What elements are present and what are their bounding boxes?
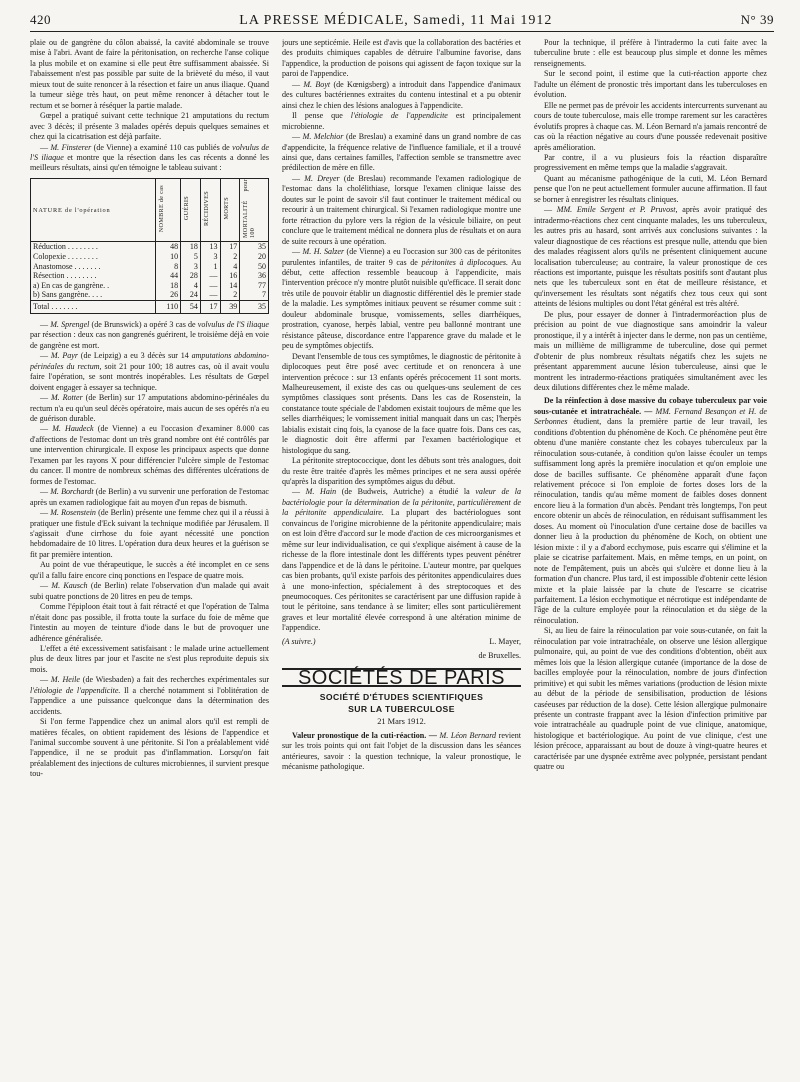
paragraph: Devant l'ensemble de tous ces symptômes, le diagnostic de péritonite à diplocoques peut être posé avec certitude et on renoncera à une intervention précoce : sur 13 enfants opérés précocement 11 sont morts. Malheureusement, il existe des cas ou quelques-uns seulement de ces symptômes classiques sont présents. Dans les cas de Rosenstein, la constatance toute spéciale de l'abdomen existait toujours de même que les selles diarrhéiques; le vomissement initial manquait dans un cas; l'herpès labialis existait cinq fois, la cyanose de la face quatre fois. Dans ces cas, le diagnostic doit être affermi par l'examen bactériologique et histologique du sang.: [282, 351, 521, 455]
paragraph: Il pense que l'étiologie de l'appendicite est principalement microbienne.: [282, 111, 521, 131]
paragraph: L'effet a été excessivement satisfaisant : le malade urine actuellement plus de deux litres par jour et l'ascite ne s'est plus reproduite depuis six mois.: [30, 643, 269, 674]
paragraph: — M. Kausch (de Berlin) relate l'observation d'un malade qui avait subi quatre ponctions de 20 litres en peu de temps.: [30, 581, 269, 601]
table-row: Réduction . . . . . . . . 48 18 13 17 35: [31, 242, 269, 252]
author-name: M. Finsterer: [50, 142, 92, 152]
society-name-line2: SUR LA TUBERCULOSE: [348, 704, 455, 715]
paragraph: — M. Melchior (de Breslau) a examiné dans un grand nombre de cas d'appendicite, la fréquence relative de l'influence familiale, et il a trouvé ainsi que, dans certaines familles, l'affection semble se transmettre avec prédilection de mère en fille.: [282, 132, 521, 173]
author-name: M. Payr: [50, 351, 78, 361]
paragraph: Gœpel a pratiqué suivant cette technique 21 amputations du rectum avec 3 décès; il présente 3 malades opérés depuis quelques semaines et chez qui la cicatrisation est déjà parfaite.: [30, 111, 269, 142]
paragraph: Si l'on ferme l'appendice chez un animal alors qu'il est rempli de matières fécales, on obtient rapidement des lésions de l'appendice et l'animal succombe souvent à une péritonite. Si l'on a préalablement vidé l'appendice, il ne se produit pas d'inflammation. Lorsqu'on fait préalablement des injections de cultures microbiennes, il survient presque tou-: [30, 717, 269, 779]
section-title: SOCIÉTÉS DE PARIS: [282, 668, 521, 687]
paragraph: Elle ne permet pas de prévoir les accidents intercurrents survenant au cours de toute tuberculose, mais elle trompe rarement sur les caractères évolutifs propres à chaque cas. M. Léon Bernard n'a jamais rencontré de cas où la réaction négative au cours d'une poussée redevenait positive après amélioration.: [534, 100, 767, 152]
page-number: 420: [30, 12, 51, 27]
paragraph: Comme l'épiploon était tout à fait rétracté et que l'opération de Talma n'était donc pas possible, il frotta toute la surface du foie de même que l'intestin au moyen de teinture d'iode dans le but de provoquer une adhérence généralisée.: [30, 602, 269, 643]
to-be-continued: (A suivre.): [282, 636, 316, 646]
author-signature: L. Mayer,: [489, 636, 521, 646]
paragraph: — M. Rotter (de Berlin) sur 17 amputations abdomino-périnéales du rectum n'a eu qu'un seul décès opératoire, mais aucun de ses opérés n'a eu de guérison durable.: [30, 393, 269, 423]
table-header: RÉCIDIVES: [200, 178, 220, 241]
paragraph: — M. Rosenstein (de Berlin) présente une femme chez qui il a réussi à pratiquer une fistule d'Eck suivant la technique modifiée par Jérusalem. Il s'agissait d'une cirrhose du foie ayant nécessité une ponction hebdomadaire de 10 litres. L'opération dura deux heures et la guérison se fit par première intention.: [30, 508, 269, 559]
society-name: SOCIÉTÉ D'ÉTUDES SCIENTIFIQUES: [319, 692, 484, 703]
paragraph: plaie ou de gangrène du côlon abaissé, la cavité abdominale se trouve mise à l'abri. Avant de faire la péritonisation, on recherche l'anse colique la plus mobile et on examine si elle peut être suffisamment abaissée. Si l'abaissement n'est pas possible par suite de la brièveté du méso, il vaut mieux tout de suite renoncer à la résection et faire un anus iliaque. Quand la tumeur siège très haut, on peut même renoncer à détacher tout le rectum et se borner à réséquer la partie malade.: [30, 38, 269, 110]
author-name: M. Hain: [305, 487, 337, 497]
column-left: [30, 38, 269, 1082]
paragraph: — M. Sprengel (de Brunswick) a opéré 3 cas de volvulus de l'S iliaque par résection : deux cas non gangrenés guérirent, le troisième déjà en voie de gangrène est mort.: [30, 319, 269, 350]
author-name: M. Rosenstein: [50, 508, 96, 518]
table-row: Colopexie . . . . . . . . 10 5 3 2 20: [31, 252, 269, 262]
paragraph: La péritonite streptococcique, dont les débuts sont très analogues, doit du reste être traitée d'après les mêmes principes et ne sera aussi opérée qu'après la disparition des symptômes aigus du début.: [282, 456, 521, 487]
author-name: M. Kausch: [51, 581, 88, 591]
paragraph: — M. H. Salzer (de Vienne) a eu l'occasion sur 300 cas de péritonites purulentes infantiles, de traiter 9 cas de péritonites à diplocoques. Au début, cette affection ressemble beaucoup à l'appendicite, mais l'intervention précoce n'y montre plutôt nuisible qu'efficace. Il serait donc très utile de pouvoir établir un diagnostic différentiel dès le premier stade de la maladie. Les symptômes initiaux peuvent se résumer comme suit : douleur abdominale brusque, vomissements, selles diarrhéiques, prostration, cyanose, herpès labial, ventre peu ballonné montrant une résistance pâteuse, discordance entre l'apparence grave du malade et le peu de symptômes objectifs.: [282, 247, 521, 351]
author-name: M. Heile: [50, 675, 80, 685]
table-header: MORTALITÉ pour 100: [240, 178, 269, 241]
paragraph: Au point de vue thérapeutique, le succès a été incomplet en ce sens qu'il a fallu faire encore cinq ponctions en l'espace de quatre mois.: [30, 560, 269, 580]
author-name: M. Léon Bernard: [439, 730, 497, 740]
table-row: Anastomose . . . . . . . 8 3 1 4 50: [31, 262, 269, 272]
author-name: M. Rotter: [50, 393, 83, 403]
table-header: MORTS: [220, 178, 240, 241]
author-name: MM. Fernand Besançon et H. de Serbonnes: [534, 406, 767, 427]
signature: [282, 637, 521, 647]
author-place: de Bruxelles.: [478, 651, 521, 661]
table-row: b) Sans gangrène. . . . 26 24 — 2 7: [31, 290, 269, 300]
session-date: 21 Mars 1912.: [377, 717, 426, 727]
column-right: [534, 38, 767, 1082]
table-header-row: [31, 178, 269, 241]
paragraph: Quant au mécanisme pathogénique de la cuti, M. Léon Bernard pense que l'on ne peut actuellement formuler aucune affirmation. Il faut se borner à enregistrer les résultats cliniques.: [534, 173, 767, 204]
paragraph: — M. Dreyer (de Breslau) recommande l'examen radiologique de l'estomac dans la cholélithiase, lorsque l'examen clinique laisse des doutes sur le point de savoir s'il faut continuer le traitement médical ou recourir à un traitement chirurgical. Si l'examen radiologique montre une forte rétraction du pylore vers la région de la vésicule biliaire, on peut conclure que le traitement médical ne donnera plus de résultats et on aura de suite recours à une opération.: [282, 173, 521, 246]
issue-number: N° 39: [740, 12, 774, 27]
author-name: M. Borchardt: [50, 487, 94, 497]
journal-title: LA PRESSE MÉDICALE, Samedi, 11 Mai 1912: [239, 13, 553, 28]
paragraph: Valeur pronostique de la cuti-réaction. — M. Léon Bernard revient sur les trois points qui ont fait l'objet de la discussion dans les séances antérieures, savoir : la question technique, la valeur pronostique, le mécanisme pathologique.: [282, 730, 521, 771]
paragraph: Si, au lieu de faire la réinoculation par voie sous-cutanée, on fait la réinoculation par voie intratrachéale, on observe une lésion allergique pulmonaire, qui, au point de vue des conditions d'obtention, obéit aux mêmes lois que la lésion allergique cutanée (importance de la dose de bacilles employée pour la réinoculation, nombre de jours d'infection primitive) et qui subit les mêmes variations (production de lésion mixte au début de la période de sensibilisation, production de lésions caséeuses par réduction de la dose). Cette lésion allergique pulmonaire présente un contraste frappant avec la lésion d'infection primitive par voie intratrachéale au quadruple point de vue clinique, anatomique, histologique et bactériologique. Au point de vue clinique, c'est une lésion précoce, apparaissant au bout de douze à vingt-quatre heures et caractérisée par une dyspnée extrême avec polypnée, persistant pendant quatre ou: [534, 626, 767, 772]
author-name: M. H. Salzer: [302, 247, 345, 257]
paragraph: jours une septicémie. Heile est d'avis que la collaboration des bactéries et des produits chimiques capables de détruire l'albumine favorise, dans l'appendice, la production de poisons qui agissent de façon toxique sur la paroi de l'appendice.: [282, 38, 521, 79]
paragraph: Sur le second point, il estime que la cuti-réaction apporte chez l'adulte un élément de pronostic très important dans les tuberculoses en évolution.: [534, 69, 767, 100]
table-row: a) En cas de gangrène. . 18 4 — 14 77: [31, 281, 269, 291]
column-middle: [282, 38, 521, 1082]
table-row: Résection . . . . . . . . 44 28 — 16 36: [31, 271, 269, 281]
results-table: [30, 178, 269, 314]
paragraph: Par contre, il a vu plusieurs fois la réaction disparaître progressivement en même temps que la maladie s'aggravait.: [534, 152, 767, 173]
author-name: M. Sprengel: [50, 319, 90, 329]
paragraph: — M. Payr (de Leipzig) a eu 3 décès sur 14 amputations abdomino-périnéales du rectum, soit 21 pour 100; 18 autres cas, où il avait voulu faire l'opération, se sont montrés inopérables. Les résultats de Gœpel doivent engager à essayer sa technique.: [30, 351, 269, 392]
paragraph-heading: De la réinfection à dose massive du cobaye tuberculeux par voie sous-cutanée et intratrachéale. —: [534, 396, 767, 416]
paragraph: Pour la technique, il préfère à l'intradermo la cuti faite avec la tuberculine brute : elle est beaucoup plus simple et donne les mêmes renseignements.: [534, 38, 767, 68]
table-header: NOMBRE de cas: [155, 178, 180, 241]
paragraph-heading: Valeur pronostique de la cuti-réaction. —: [292, 730, 440, 740]
paragraph: — M. Haudeck (de Vienne) a eu l'occasion d'examiner 8.000 cas d'affections de l'estomac dont un très grand nombre ont été contrôlés par une intervention chirurgicale. Il expose les principaux aspects que donne l'examen par les rayons X pour différencier l'ulcère simple de l'estomac du cancer. Il montre de nombreux schémas des différentes ulcérations de formes de l'estomac.: [30, 424, 269, 486]
page-header: [30, 12, 774, 32]
paragraph: — M. Boyt (de Kœnigsberg) a introduit dans l'appendice d'animaux des cultures bactériennes extraites du contenu intestinal et a pu obtenir ainsi chez le chien des lésions analogues à l'appendicite.: [282, 79, 521, 110]
author-name: MM. Emile Sergent et P. Pruvost: [556, 205, 676, 215]
paragraph: — MM. Emile Sergent et P. Pruvost, après avoir pratiqué des intradermo-réactions chez cent cinquante malades, les uns tuberculeux, les autres pris au hasard, sont arrivés aux conclusions suivantes : la valeur diagnostique de ces réactions est presque nulle, attendu que bien des malades réagissent alors qu'ils ne présentent cliniquement aucune localisation tuberculeuse; au contraire, la valeur pronostique de ces réactions est importante, puisque les résultats positifs sont d'autant plus nets que les tuberculeux sont en état de meilleure résistance, et qu'inversement les résultats sont négatifs chez tous ceux qui sont atteints de lésions multiples ou dont l'état général est très altéré.: [534, 205, 767, 309]
table-total-row: Total . . . . . . . 110 54 17 39 35: [31, 300, 269, 313]
table-header: NATURE de l'opération: [31, 178, 156, 241]
paragraph: — M. Borchardt (de Berlin) a vu survenir une perforation de l'estomac après un examen radiologique fait au moyen d'un repas de bismuth.: [30, 487, 269, 507]
paragraph: — M. Finsterer (de Vienne) a examiné 110 cas publiés de volvulus de l'S iliaque et montre que la résection dans les cas récents a donné les meilleurs résultats, ainsi qu'en témoigne le tableau suivant :: [30, 142, 269, 173]
paragraph: — M. Hain (de Budweis, Autriche) a étudié la valeur de la bactériologie pour la détermination de la péritonite, particulièrement de la péritonite appendiculaire. La plupart des bactériologues sont convaincus de l'origine microbienne de la péritonite appendiculaire; mais on est loin d'être d'accord sur le mode d'action de ces microorganismes et même sur leur individualisation, ce qui s'explique aisément à cause de la richesse de la flore intestinale dont les différents types peuvent pénétrer dans l'appendice et de là dans le péritoine. L'auteur montre, par quelques cas bien probants, qu'il existe parfois des péritonites appendiculaires dues à une mono-infection, spécialement à des streptocoques et des pneumocoques. Ces péritonites se caractérisent par une diffusion rapide à tout le péritoine, sans tendance à se limiter; elles sont particulièrement graves et leur mortalité élevée correspond à une altération minime de l'appendice.: [282, 487, 521, 633]
paragraph: De plus, pour essayer de donner à l'intradermoréaction plus de précision au point de vue diagnostique sans amoindrir la valeur pronostique, il y a intérêt à injecter dans le derme, non pas un centième, mais un millième de milligramme de tuberculine, dose qui permet d'obtenir de plus nombreux résultats négatifs chez les sujets ne présentant apparemment aucune lésion tuberculeuse, ainsi que le montrent les intradermo-réactions pratiquées simultanément avec les deux dilutions différentes chez le même malade.: [534, 309, 767, 392]
author-name: M. Melchior: [302, 132, 344, 142]
paragraph: — M. Heile (de Wiesbaden) a fait des recherches expérimentales sur l'étiologie de l'appendicite. Il a cherché notamment si l'oblitération de l'appendice a une puissance quelconque dans la détermination des accidents.: [30, 675, 269, 716]
author-name: M. Boyt: [303, 79, 331, 89]
author-name: M. Dreyer: [304, 173, 340, 183]
paragraph: De la réinfection à dose massive du cobaye tuberculeux par voie sous-cutanée et intratrachéale. — MM. Fernand Besançon et H. de Serbonnes étudient, dans la première partie de leur travail, les conditions d'obtention du phénomène de Koch. Ce phénomène peut être obtenu d'une manière constante chez les cobayes tuberculeux par la réinoculation sous-cutanée, à condition qu'on laisse écouler un temps suffisamment long après la première inoculation et qu'on emploie une dose de bacilles suffisante. Ce phénomène apparaît d'une façon relativement précoce si l'on emploie de fortes doses lors de la réinoculation, tandis qu'au même moment de faibles doses donnent encore lieu à la formation d'un abcès. Pendant très longtemps, l'on peut encore obtenir un abcès de réinoculation, en réduisant suffisamment les doses. Au moment où l'inoculation d'une certaine dose de bacilles va donner lieu à la production du phénomène de Koch, on obtient une lésion mixte : il y a d'abord ecchymose, puis escarre qui s'élimine et la plaie se cicatrise parfaitement. Mais, en même temps, en un point, on note de l'empâtement, puis un abcès qui s'ulcère et donne lieu à la formation d'un chancre. Plus tard, il est impossible d'obtenir cette lésion mixte et la plaie laissée par la chute de l'escarre se cicatrise parfaitement. La lésion ecchymotique et nécrotique est indépendante de l'âge de la culture employée pour la réinoculation et du siège de la réinoculation.: [534, 396, 767, 625]
columns: [30, 38, 774, 1082]
author-name: M. Haudeck: [52, 424, 94, 434]
table-header: GUÉRIS: [181, 178, 201, 241]
